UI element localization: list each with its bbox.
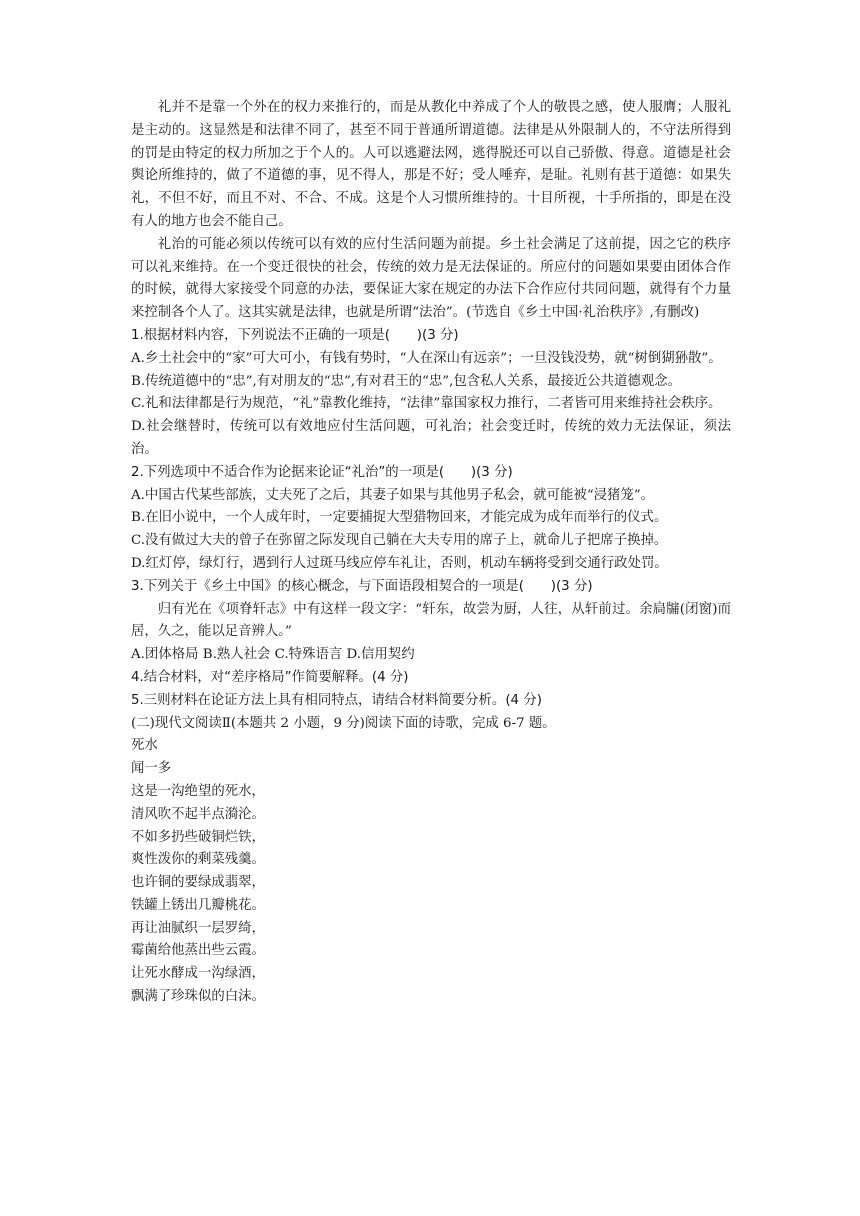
question-1-stem: 1.根据材料内容，下列说法不正确的一项是( )(3 分) — [131, 327, 459, 343]
poem-line: 清风吹不起半点漪沦。 — [131, 806, 265, 822]
question-1-option-d: D.社会继替时，传统可以有效地应付生活问题，可礼治；社会变迁时，传统的效力无法保证，须法治。 — [131, 419, 731, 457]
poem-title: 死水 — [131, 738, 158, 754]
question-4: 4.结合材料，对“差序格局”作简要解释。(4 分) — [131, 669, 409, 685]
poem-body — [131, 781, 731, 1009]
question-3-options: A.团体格局 B.熟人社会 C.特殊语言 D.信用契约 — [131, 647, 415, 663]
poem-line: 这是一沟绝望的死水， — [131, 783, 265, 799]
passage-paragraph-1: 礼并不是靠一个外在的权力来推行的，而是从教化中养成了个人的敬畏之感，使人服膺；人服礼是主动的。这显然是和法律不同了，甚至不同于普通所谓道德。法律是从外限制人的，不守法所得到的罚是由特定的权力所加之于个人的。人可以逃避法网，逃得脱还可以自己骄傲、得意。道德是社会舆论所维持的，做了不道德的事，见不得人，那是不好；受人唾弃，是耻。礼则有甚于道德：如果失礼，不但不好，而且不对、不合、不成。这是个人习惯所维持的。十目所视，十手所指的，即是在没有人的地方也会不能自己。 — [131, 100, 731, 229]
question-2-stem: 2.下列选项中不适合作为论据来论证“礼治”的一项是( )(3 分) — [131, 464, 513, 480]
question-1-option-c: C.礼和法律都是行为规范，“礼”靠教化维持，“法律”靠国家权力推行，二者皆可用来维持社会秩序。 — [131, 396, 722, 412]
poem-line: 飘满了珍珠似的白沫。 — [131, 989, 265, 1005]
section-2-heading: (二)现代文阅读Ⅱ(本题共 2 小题，9 分)阅读下面的诗歌，完成 6-7 题。 — [131, 715, 556, 731]
question-2-option-a: A.中国古代某些部族，丈夫死了之后，其妻子如果与其他男子私会，就可能被“浸猪笼”。 — [131, 487, 655, 503]
question-3-quote: 归有光在《项脊轩志》中有这样一段文字：“轩东，故尝为厨，人往，从轩前过。余扃牖(闭窗)而居，久之，能以足音辨人。” — [131, 601, 731, 640]
poem-line: 让死水酵成一沟绿酒， — [131, 966, 265, 982]
poem-line: 再让油腻织一层罗绮， — [131, 920, 265, 936]
question-1-option-b: B.传统道德中的“忠”,有对朋友的“忠”,有对君王的“忠”,包含私人关系，最接近公共道德观念。 — [131, 373, 682, 389]
question-1-option-a: A.乡土社会中的“家”可大可小，有钱有势时，“人在深山有远亲”；一旦没钱没势，就“树倒猢狲散”。 — [131, 350, 722, 366]
poem-line: 铁罐上锈出几瓣桃花。 — [131, 897, 265, 913]
question-5: 5.三则材料在论证方法上具有相同特点，请结合材料简要分析。(4 分) — [131, 692, 542, 708]
poem-author: 闻一多 — [131, 761, 172, 777]
poem-line: 霉菌给他蒸出些云霞。 — [131, 943, 265, 959]
poem-line: 爽性泼你的剩菜残羹。 — [131, 852, 265, 868]
question-2-option-d: D.红灯停，绿灯行，遇到行人过斑马线应停车礼让，否则，机动车辆将受到交通行政处罚。 — [131, 555, 668, 571]
poem-line: 也许铜的要绿成翡翠， — [131, 875, 265, 891]
question-2-option-b: B.在旧小说中，一个人成年时，一定要捕捉大型猎物回来，才能完成为成年而举行的仪式。 — [131, 510, 668, 526]
document-page — [131, 97, 731, 1009]
poem-line: 不如多扔些破铜烂铁， — [131, 829, 265, 845]
passage-paragraph-2: 礼治的可能必须以传统可以有效的应付生活问题为前提。乡土社会满足了这前提，因之它的秩序可以礼来维持。在一个变迁很快的社会，传统的效力是无法保证的。所应付的问题如果要由团体合作的时候，就得大家接受个同意的办法，要保证大家在规定的办法下合作应付共同问题，就得有个力量来控制各个人了。这其实就是法律，也就是所谓“法治”。(节选自《乡土中国·礼治秩序》,有删改) — [131, 236, 731, 321]
question-2-option-c: C.没有做过大夫的曾子在弥留之际发现自己躺在大夫专用的席子上，就命儿子把席子换掉。 — [131, 533, 668, 549]
question-3-stem: 3.下列关于《乡土中国》的核心概念，与下面语段相契合的一项是( )(3 分) — [131, 578, 593, 594]
